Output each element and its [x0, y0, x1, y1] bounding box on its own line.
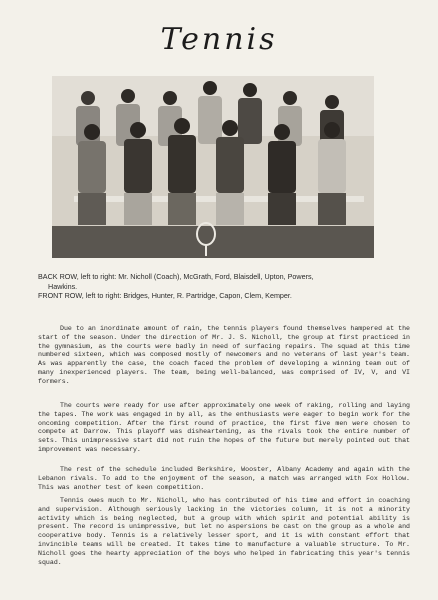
paragraph-text: The courts were ready for use after approximately one week of raking, rolling and laying the tapes. The work was engaged in by all, as the enthusiasts were eager to begin work for the oncoming competition. After the first round of practice, the first five men were chosen to compete at Darrow. This playoff was disheartening, as the rivals took the entire number of sets. This unimpressive start did not ruin the hopes of the future but merely pointed out that improvement was necessary. — [38, 402, 410, 453]
caption-front-row: FRONT ROW, left to right: Bridges, Hunter, R. Partridge, Capon, Clem, Kemper. — [38, 291, 292, 301]
body-paragraph-1 — [38, 325, 410, 387]
body-paragraph-3 — [38, 466, 410, 492]
team-photo-graphic — [52, 76, 374, 258]
body-paragraph-2 — [38, 402, 410, 455]
caption-back-row: BACK ROW, left to right: Mr. Nicholl (Coach), McGrath, Ford, Blaisdell, Upton, Powers, — [38, 272, 314, 281]
team-photo — [52, 76, 374, 258]
body-paragraph-4 — [38, 497, 410, 567]
paragraph-text: Tennis owes much to Mr. Nicholl, who has contributed of his time and effort in coaching and supervision. Although seriously lacking in the victories column, it is not a minority activity which is being neglected, but a group with which spirit and potential ability is present. The record is unimpressive, but let no aspersions be cast on the group as a whole and cooperative body. Tennis is a relatively lesser sport, and it is with constant effort that invincible teams will be created. It takes time to manufacture a valuable structure. To Mr. Nicholl goes the hearty appreciation of the boys who helped in fabricating this year's tennis squad. — [38, 497, 410, 566]
paragraph-text: The rest of the schedule included Berkshire, Wooster, Albany Academy and again with the Lebanon rivals. To add to the enjoyment of the season, a match was arranged with Fox Hollow. This was another test of keen competition. — [38, 466, 410, 491]
caption-back-row-continued: Hawkins. — [48, 281, 78, 291]
page-title: Tennis — [160, 22, 278, 57]
paragraph-text: Due to an inordinate amount of rain, the tennis players found themselves hampered at the start of the season. Under the direction of Mr. J. S. Nicholl, the group at first practiced in the gymnasium, as the courts were badly in need of surfacing repairs. The squad at this time numbered sixteen, which was composed mostly of newcomers and no veterans of last year's team. As was apparently the case, the coach faced the problem of developing a winning team out of many inexperienced players. The team, being well-balanced, was comprised of IV, V, and VI formers. — [38, 325, 410, 385]
photo-caption — [38, 272, 408, 301]
